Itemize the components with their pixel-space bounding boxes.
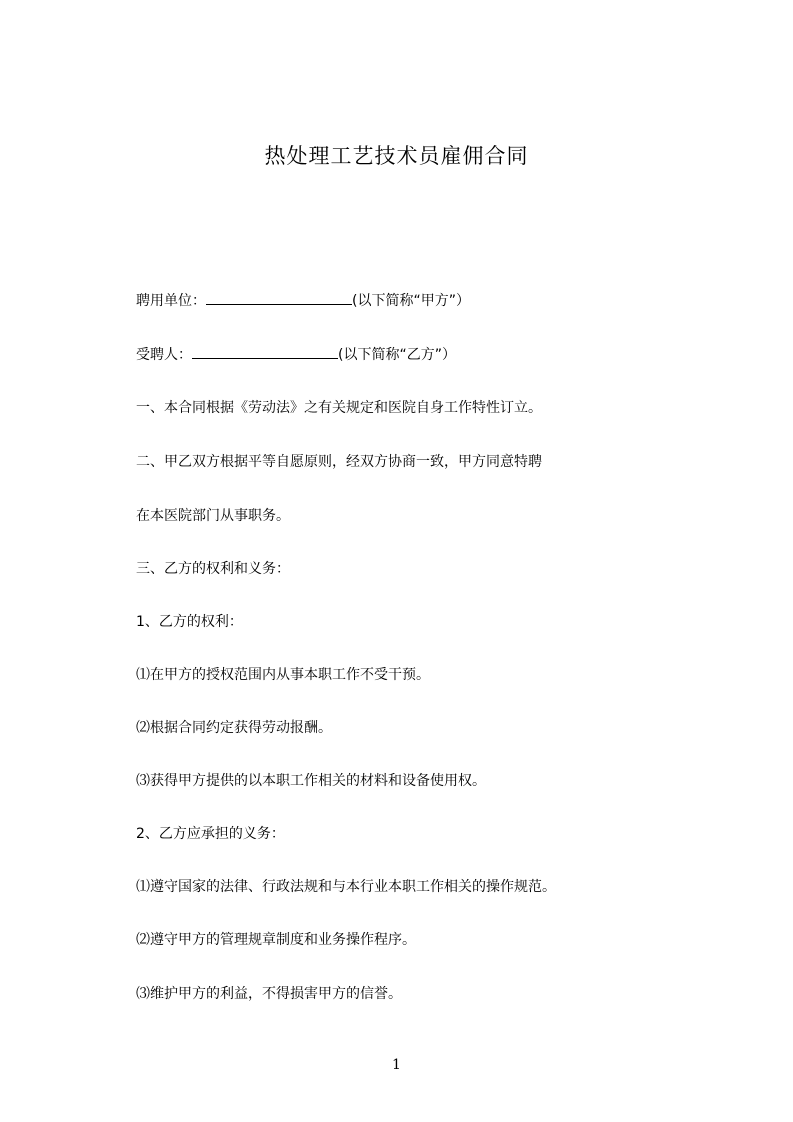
duties-heading: 2、乙方应承担的义务： xyxy=(136,826,285,842)
page-number: 1 xyxy=(392,1057,401,1073)
clause-2: 二、甲乙双方根据平等自愿原则，经双方协商一致，甲方同意特聘 xyxy=(136,454,542,470)
rights-heading: 1、乙方的权利： xyxy=(136,614,243,630)
employer-line xyxy=(136,290,470,311)
clause-3-heading: 三、乙方的权利和义务： xyxy=(136,561,290,577)
duty-item-1: ⑴遵守国家的法律、行政法规和与本行业本职工作相关的操作规范。 xyxy=(136,879,556,895)
employee-blank xyxy=(192,344,338,359)
document-title: 热处理工艺技术员雇佣合同 xyxy=(264,144,529,168)
right-item-2: ⑵根据合同约定获得劳动报酬。 xyxy=(136,720,332,736)
duty-item-2: ⑵遵守甲方的管理规章制度和业务操作程序。 xyxy=(136,932,416,948)
employer-label: 聘用单位： xyxy=(136,293,206,309)
employer-suffix: (以下简称“甲方”） xyxy=(352,293,470,309)
employee-line xyxy=(136,344,456,365)
clause-1: 一、本合同根据《劳动法》之有关规定和医院自身工作特性订立。 xyxy=(136,400,542,416)
right-item-1: ⑴在甲方的授权范围内从事本职工作不受干预。 xyxy=(136,667,430,683)
duty-item-3: ⑶维护甲方的利益，不得损害甲方的信誉。 xyxy=(136,986,402,1002)
employee-label: 受聘人： xyxy=(136,347,192,363)
employer-blank xyxy=(206,290,352,305)
clause-2-continued: 在本医院部门从事职务。 xyxy=(136,508,290,524)
employee-suffix: (以下简称“乙方”） xyxy=(338,347,456,363)
right-item-3: ⑶获得甲方提供的以本职工作相关的材料和设备使用权。 xyxy=(136,773,486,789)
